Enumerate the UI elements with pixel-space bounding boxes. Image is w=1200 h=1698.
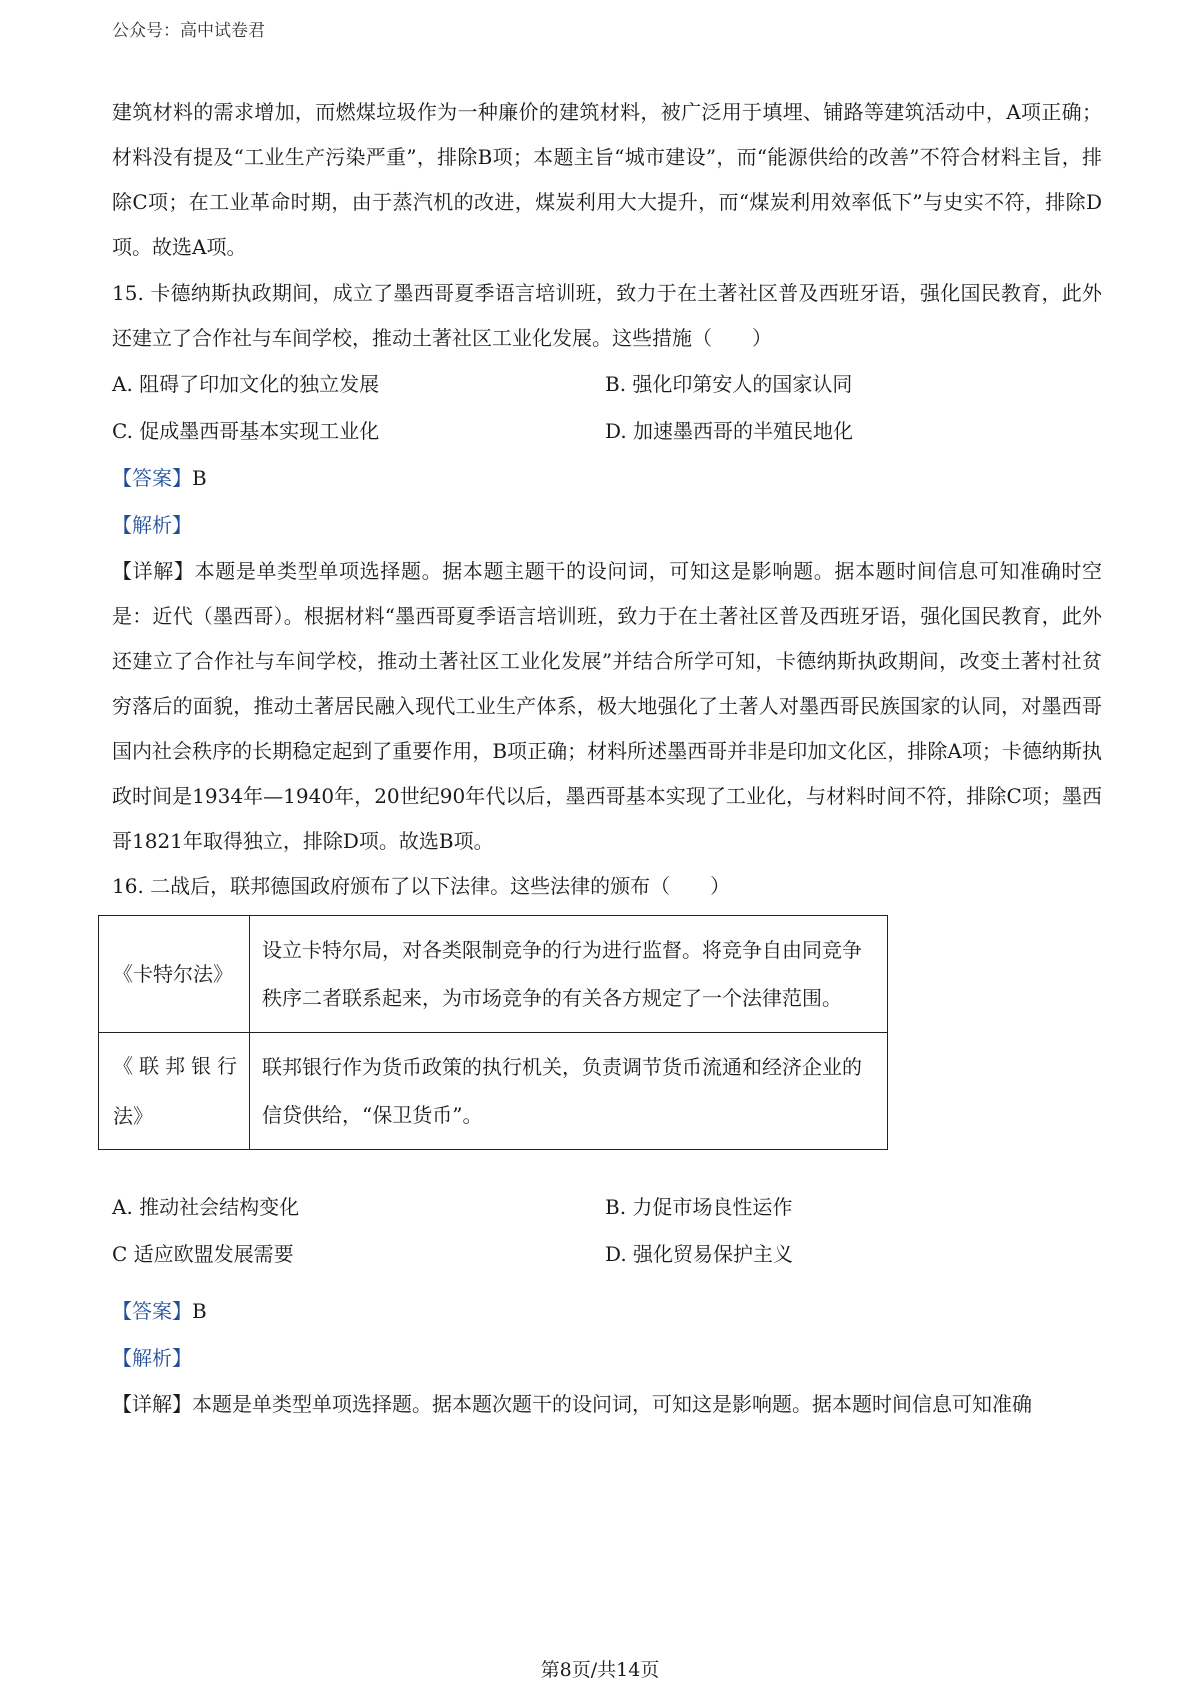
law-description: 设立卡特尔局，对各类限制竞争的行为进行监督。将竞争自由同竞争 秩序二者联系起来，为市场竞争的有关各方规定了一个法律范围。 (250, 916, 888, 1033)
detail-tag: 【详解】 (112, 1392, 192, 1416)
law-description: 联邦银行作为货币政策的执行机关，负责调节货币流通和经济企业的 信贷供给，“保卫货币”。 (250, 1033, 888, 1150)
q15-stem: 15. 卡德纳斯执政期间，成立了墨西哥夏季语言培训班，致力于在土著社区普及西班牙语，强化国民教育，此外还建立了合作社与车间学校，推动土著社区工业化发展。这些措施（ ） (112, 281, 1102, 350)
law-name: 《联邦银行法》 (99, 1033, 250, 1150)
answer-tag: 【答案】 (112, 1299, 192, 1323)
q16-stem: 16. 二战后，联邦德国政府颁布了以下法律。这些法律的颁布（ ） (112, 874, 731, 898)
table-row (99, 916, 888, 1033)
q15-option-a: A. 阻碍了印加文化的独立发展 (112, 372, 380, 396)
detail-text: 本题是单类型单项选择题。据本题次题干的设问词，可知这是影响题。据本题时间信息可知准确 (192, 1392, 1032, 1416)
q15-options (112, 361, 1102, 455)
q16-option-b: B. 力促市场良性运作 (605, 1195, 793, 1219)
q15-detail (112, 549, 1102, 864)
detail-tag: 【详解】 (112, 559, 195, 583)
answer-tag: 【答案】 (112, 466, 192, 490)
law-name: 《卡特尔法》 (99, 916, 250, 1033)
law-table (98, 915, 888, 1150)
answer-value: B (192, 1299, 207, 1323)
q15-option-b: B. 强化印第安人的国家认同 (605, 372, 853, 396)
q15-option-c: C. 促成墨西哥基本实现工业化 (112, 419, 380, 443)
q16-option-a: A. 推动社会结构变化 (112, 1195, 300, 1219)
q16-analysis-tag: 【解析】 (112, 1346, 192, 1370)
answer-value: B (192, 466, 207, 490)
page-header: 公众号：高中试卷君 (112, 21, 265, 41)
q16-options (112, 1184, 1102, 1278)
intro-paragraph: 建筑材料的需求增加，而燃煤垃圾作为一种廉价的建筑材料，被广泛用于填埋、铺路等建筑活动中，A项正确；材料没有提及“工业生产污染严重”，排除B项；本题主旨“城市建设”，而“能源供给的改善”不符合材料主旨，排除C项；在工业革命时期，由于蒸汽机的改进，煤炭利用大大提升，而“煤炭利用效率低下”与史实不符，排除D项。故选A项。 (112, 100, 1102, 259)
q15-option-d: D. 加速墨西哥的半殖民地化 (605, 419, 854, 443)
q15-analysis-tag: 【解析】 (112, 513, 192, 537)
q16-option-c: C 适应欧盟发展需要 (112, 1242, 294, 1266)
page-content (112, 90, 1102, 1427)
detail-text: 本题是单类型单项选择题。据本题主题干的设问词，可知这是影响题。据本题时间信息可知准确时空是：近代（墨西哥）。根据材料“墨西哥夏季语言培训班，致力于在土著社区普及西班牙语，强化国民教育，此外还建立了合作社与车间学校，推动土著社区工业化发展”并结合所学可知，卡德纳斯执政期间，改变土著村社贫穷落后的面貌，推动土著居民融入现代工业生产体系，极大地强化了土著人对墨西哥民族国家的认同，对墨西哥国内社会秩序的长期稳定起到了重要作用，B项正确；材料所述墨西哥并非是印加文化区，排除A项；卡德纳斯执政时间是1934年—1940年，20世纪90年代以后，墨西哥基本实现了工业化，与材料时间不符，排除C项；墨西哥1821年取得独立，排除D项。故选B项。 (112, 559, 1103, 853)
q15-answer (112, 455, 1102, 502)
table-row (99, 1033, 888, 1150)
q16-option-d: D. 强化贸易保护主义 (605, 1242, 794, 1266)
q16-detail (112, 1382, 1102, 1427)
page-number: 第8页/共14页 (540, 1659, 660, 1681)
q16-answer (112, 1288, 1102, 1335)
